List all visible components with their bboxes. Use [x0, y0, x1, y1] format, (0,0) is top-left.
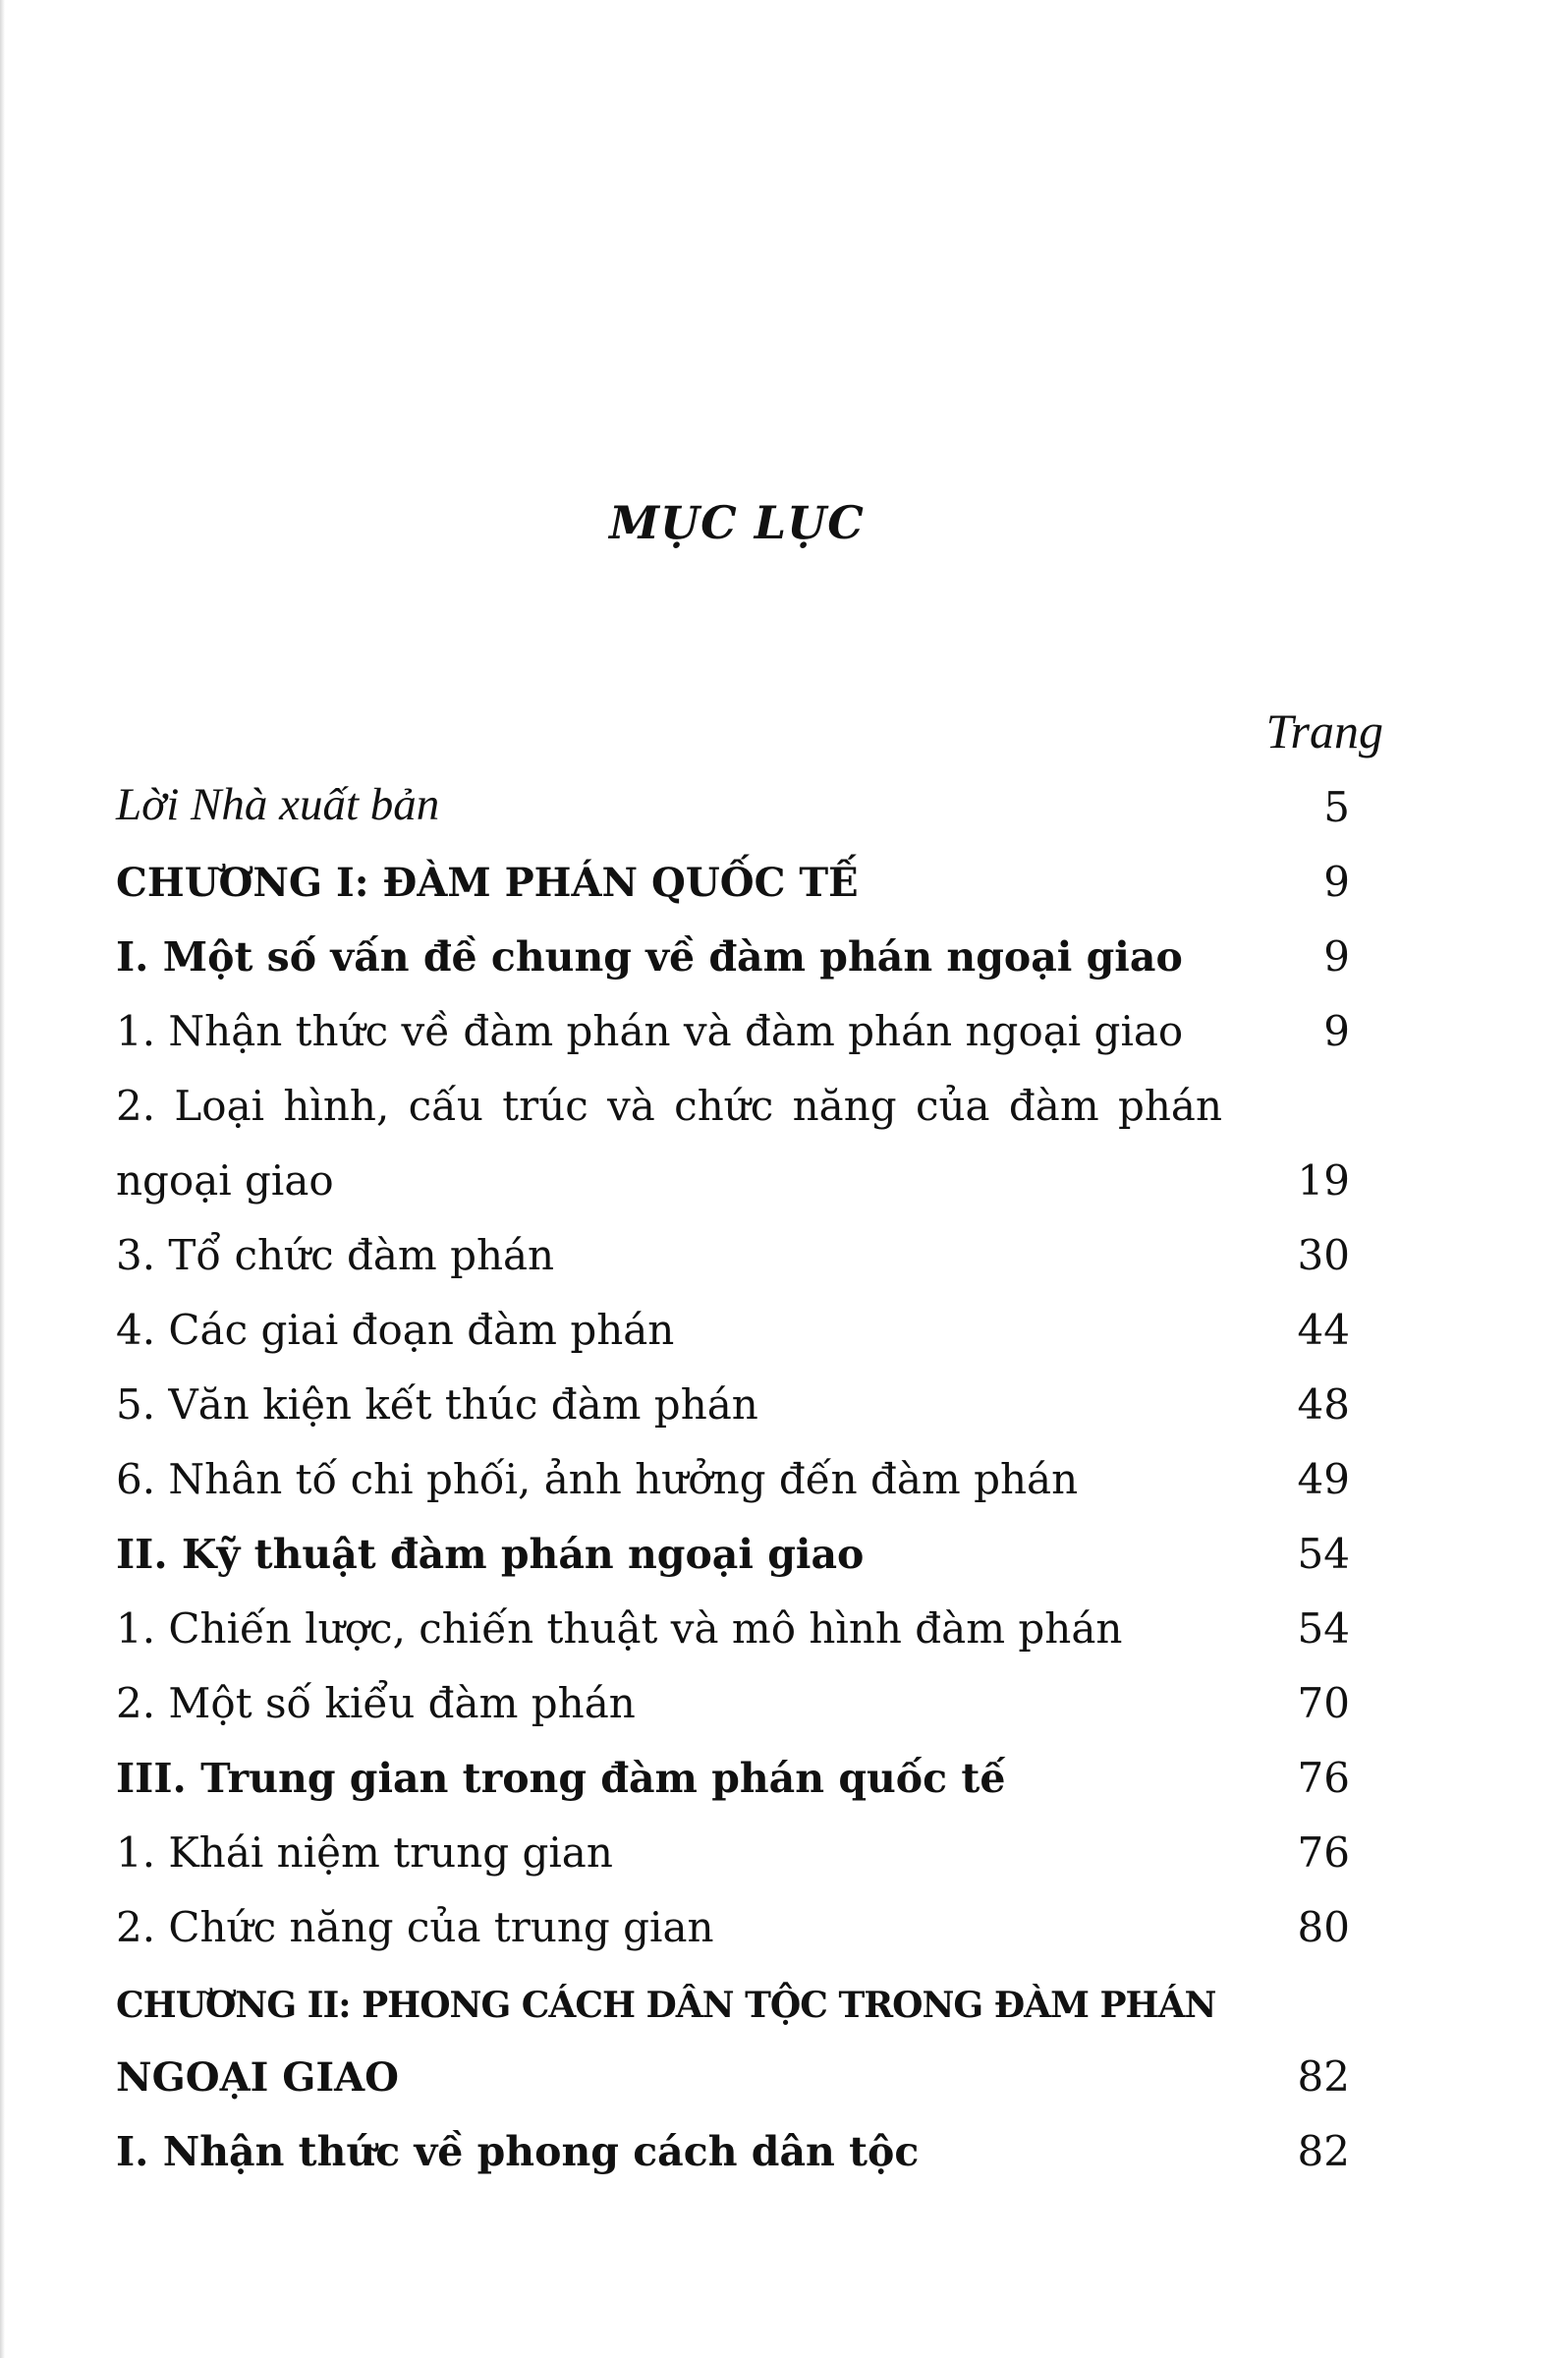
toc-entry-page: 82: [1297, 2052, 1350, 2101]
toc-entry-subsection-continued[interactable]: [116, 1140, 1350, 1214]
toc-entry-label: 6. Nhân tố chi phối, ảnh hưởng đến đàm phán: [116, 1455, 1079, 1503]
page-title: MỤC LỤC: [609, 496, 865, 549]
toc-entry-subsection[interactable]: [116, 990, 1350, 1065]
toc-entry-page: 9: [1323, 858, 1350, 906]
toc-entry-page: 76: [1297, 1828, 1350, 1877]
toc-entry-chapter-1[interactable]: [116, 841, 1350, 916]
toc-entry-label: 2. Chức năng của trung gian: [116, 1903, 714, 1951]
toc-entry-page: 76: [1297, 1754, 1350, 1802]
toc-entry-publisher-note[interactable]: [116, 766, 1350, 841]
toc-entry-section[interactable]: [116, 1737, 1350, 1812]
toc-entry-label: I. Một số vấn đề chung về đàm phán ngoại giao: [116, 933, 1183, 981]
toc-entry-page: 5: [1323, 783, 1350, 831]
toc-entry-chapter-2[interactable]: [116, 1961, 1350, 2036]
toc-entry-label: 1. Khái niệm trung gian: [116, 1828, 613, 1877]
toc-entry-page: 48: [1297, 1380, 1350, 1429]
toc-entry-subsection[interactable]: [116, 1289, 1350, 1364]
toc-entry-label: CHƯƠNG I: ĐÀM PHÁN QUỐC TẾ: [116, 860, 859, 906]
toc-entry-label: 1. Chiến lược, chiến thuật và mô hình đàm phán: [116, 1604, 1123, 1653]
toc-entry-page: 54: [1297, 1604, 1350, 1653]
toc-entry-page: 19: [1297, 1156, 1350, 1205]
toc-entry-page: 80: [1297, 1903, 1350, 1951]
toc-entry-subsection[interactable]: [116, 1364, 1350, 1438]
toc-entry-label: 2. Loại hình, cấu trúc và chức năng của đàm phán: [116, 1082, 1222, 1130]
toc-entry-section[interactable]: [116, 916, 1350, 990]
toc-entry-label: 3. Tổ chức đàm phán: [116, 1231, 555, 1279]
toc-entry-label: NGOẠI GIAO: [116, 2054, 399, 2101]
toc-entry-page: 30: [1297, 1231, 1350, 1279]
page-column-header: Trang: [1265, 703, 1383, 758]
toc-entry-label: 4. Các giai đoạn đàm phán: [116, 1306, 675, 1354]
toc-entry-subsection[interactable]: [116, 1214, 1350, 1289]
toc-entry-label: Lời Nhà xuất bản: [116, 779, 440, 830]
toc-entry-page: 9: [1323, 1007, 1350, 1055]
toc-entry-subsection[interactable]: [116, 1662, 1350, 1737]
toc-entry-page: 49: [1297, 1455, 1350, 1503]
toc-entry-label: 2. Một số kiểu đàm phán: [116, 1679, 636, 1727]
toc-entry-chapter-2-continued[interactable]: [116, 2036, 1350, 2110]
toc-entry-page: 9: [1323, 932, 1350, 981]
toc-entry-label: ngoại giao: [116, 1156, 334, 1205]
toc-entry-subsection[interactable]: [116, 1886, 1350, 1961]
toc-entry-subsection[interactable]: [116, 1065, 1350, 1140]
toc-entry-subsection[interactable]: [116, 1588, 1350, 1662]
toc-entry-page: 54: [1297, 1530, 1350, 1578]
toc-entry-subsection[interactable]: [116, 1812, 1350, 1886]
toc-entry-label: 5. Văn kiện kết thúc đàm phán: [116, 1380, 758, 1429]
toc-entry-label: 1. Nhận thức về đàm phán và đàm phán ngoại giao: [116, 1007, 1184, 1055]
toc-entry-page: 82: [1297, 2127, 1350, 2175]
toc-entry-page: 44: [1297, 1306, 1350, 1354]
toc-entry-label: II. Kỹ thuật đàm phán ngoại giao: [116, 1531, 865, 1578]
toc-entry-label: I. Nhận thức về phong cách dân tộc: [116, 2128, 920, 2175]
toc-entry-section[interactable]: [116, 1513, 1350, 1588]
toc-entry-label: III. Trung gian trong đàm phán quốc tế: [116, 1755, 1006, 1802]
toc-entry-label: CHƯƠNG II: PHONG CÁCH DÂN TỘC TRONG ĐÀM PHÁN: [116, 1985, 1216, 2026]
toc-entry-section[interactable]: [116, 2110, 1350, 2185]
toc-entry-page: 70: [1297, 1679, 1350, 1727]
toc-entry-subsection[interactable]: [116, 1438, 1350, 1513]
